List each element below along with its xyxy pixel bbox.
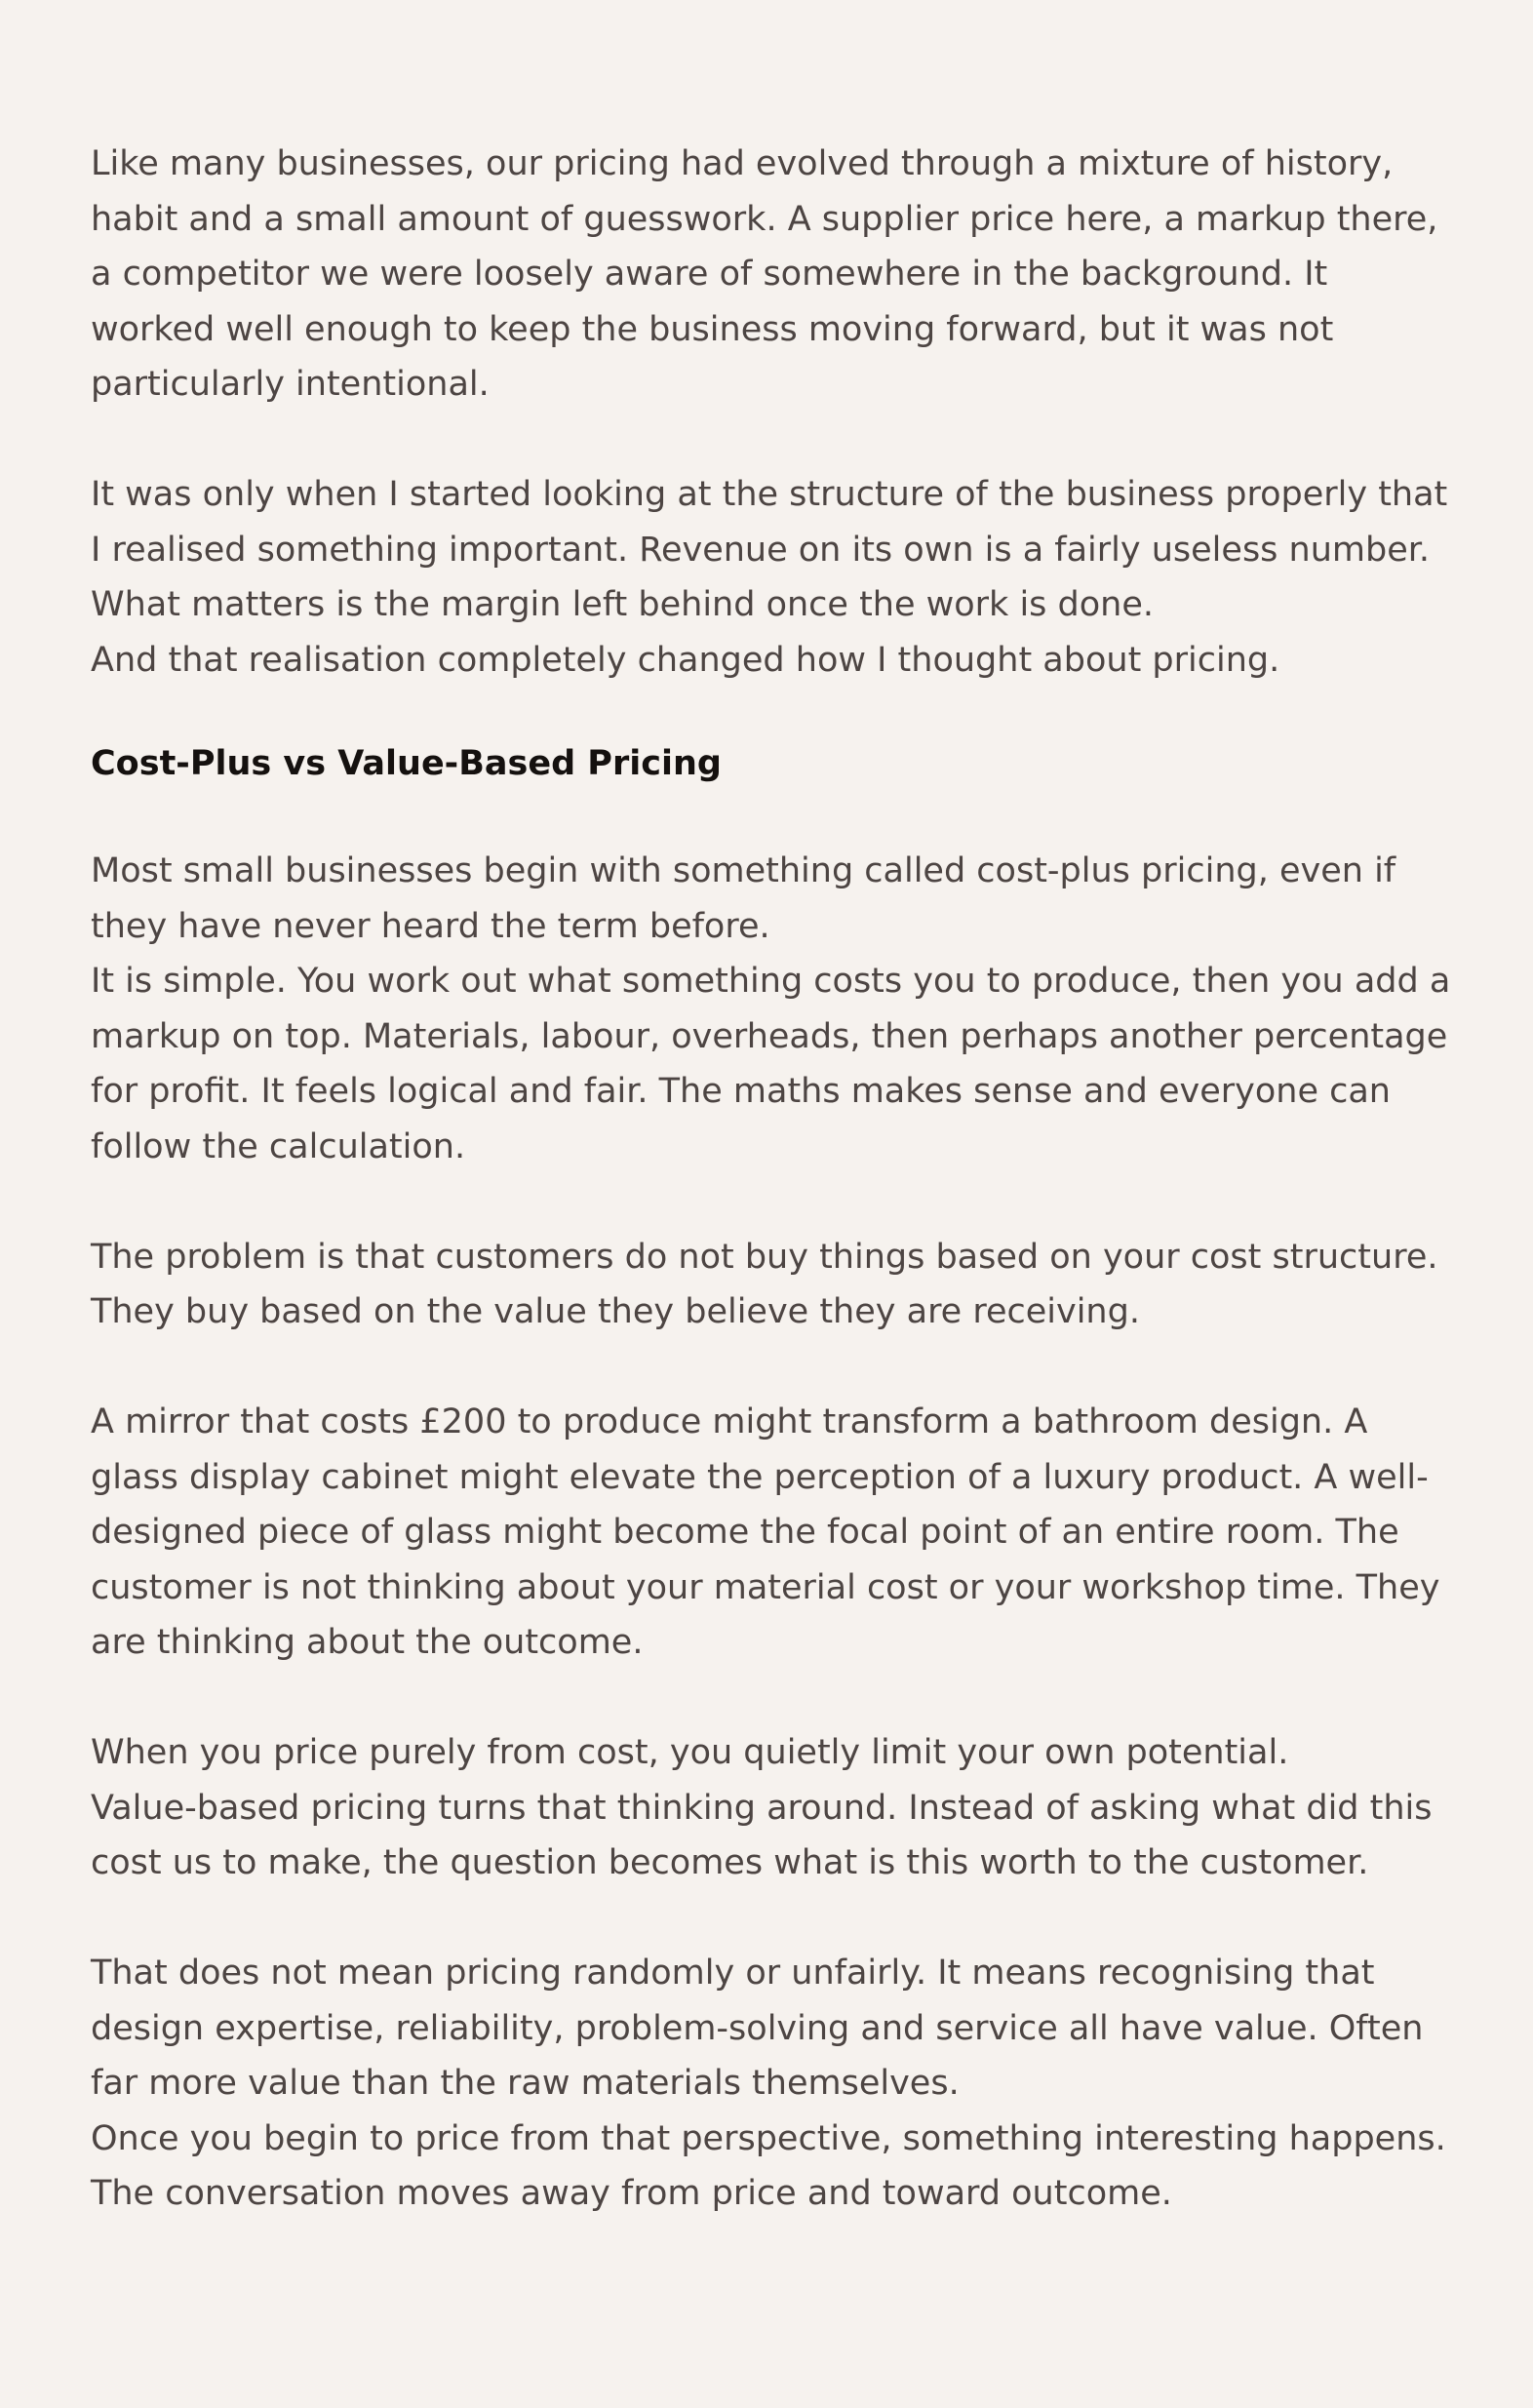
text-line: I realised something important. Revenue on its own is a fairly useless number. bbox=[91, 530, 1431, 570]
section-paragraph-1 bbox=[91, 844, 1455, 1174]
text-line: Once you begin to price from that perspective, something interesting happens. bbox=[91, 2118, 1446, 2158]
text-line: follow the calculation. bbox=[91, 1126, 466, 1166]
text-line: What matters is the margin left behind once the work is done. bbox=[91, 585, 1155, 624]
text-line: And that realisation completely changed how I thought about pricing. bbox=[91, 640, 1280, 680]
text-line: worked well enough to keep the business moving forward, but it was not bbox=[91, 309, 1334, 349]
text-line: customer is not thinking about your material cost or your workshop time. They bbox=[91, 1567, 1440, 1607]
text-line: are thinking about the outcome. bbox=[91, 1623, 644, 1662]
text-line: Most small businesses begin with something called cost-plus pricing, even if bbox=[91, 851, 1396, 890]
text-line: glass display cabinet might elevate the perception of a luxury product. A well- bbox=[91, 1457, 1429, 1497]
text-line: It was only when I started looking at the structure of the business properly that bbox=[91, 475, 1448, 514]
text-line: It is simple. You work out what something costs you to produce, then you add a bbox=[91, 962, 1451, 1001]
section-paragraph-3 bbox=[91, 1395, 1455, 1671]
paragraph-spacer bbox=[91, 1671, 1455, 1726]
text-line: markup on top. Materials, labour, overheads, then perhaps another percentage bbox=[91, 1016, 1448, 1056]
text-line: The problem is that customers do not buy things based on your cost structure. bbox=[91, 1237, 1438, 1277]
section-paragraph-4 bbox=[91, 1725, 1455, 1891]
text-line: When you price purely from cost, you quietly limit your own potential. bbox=[91, 1733, 1289, 1772]
paragraph-spacer bbox=[91, 1340, 1455, 1396]
text-line: they have never heard the term before. bbox=[91, 906, 770, 946]
text-line: cost us to make, the question becomes what is this worth to the customer. bbox=[91, 1843, 1369, 1882]
section-heading: Cost-Plus vs Value-Based Pricing bbox=[91, 744, 722, 783]
text-line: A mirror that costs £200 to produce might transform a bathroom design. A bbox=[91, 1402, 1368, 1441]
paragraph-spacer bbox=[91, 1891, 1455, 1947]
text-line: particularly intentional. bbox=[91, 365, 490, 404]
text-line: They buy based on the value they believe they are receiving. bbox=[91, 1292, 1140, 1331]
text-line: a competitor we were loosely aware of somewhere in the background. It bbox=[91, 255, 1328, 294]
paragraph-spacer bbox=[91, 413, 1455, 468]
text-line: The conversation moves away from price and toward outcome. bbox=[91, 2174, 1172, 2213]
text-line: That does not mean pricing randomly or unfairly. It means recognising that bbox=[91, 1954, 1375, 1993]
section-paragraph-5 bbox=[91, 1946, 1455, 2222]
text-line: for profit. It feels logical and fair. The maths makes sense and everyone can bbox=[91, 1072, 1391, 1111]
paragraph-spacer bbox=[91, 1174, 1455, 1230]
text-line: design expertise, reliability, problem-solving and service all have value. Often bbox=[91, 2008, 1424, 2048]
text-line: designed piece of glass might become the focal point of an entire room. The bbox=[91, 1513, 1399, 1552]
text-line: Value-based pricing turns that thinking around. Instead of asking what did this bbox=[91, 1788, 1433, 1828]
section-paragraph-2 bbox=[91, 1230, 1455, 1340]
text-line: habit and a small amount of guesswork. A supplier price here, a markup there, bbox=[91, 199, 1438, 239]
text-line: far more value than the raw materials themselves. bbox=[91, 2064, 960, 2103]
intro-paragraph-2 bbox=[91, 467, 1455, 688]
text-line: Like many businesses, our pricing had evolved through a mixture of history, bbox=[91, 144, 1394, 183]
intro-paragraph-1 bbox=[91, 137, 1455, 413]
